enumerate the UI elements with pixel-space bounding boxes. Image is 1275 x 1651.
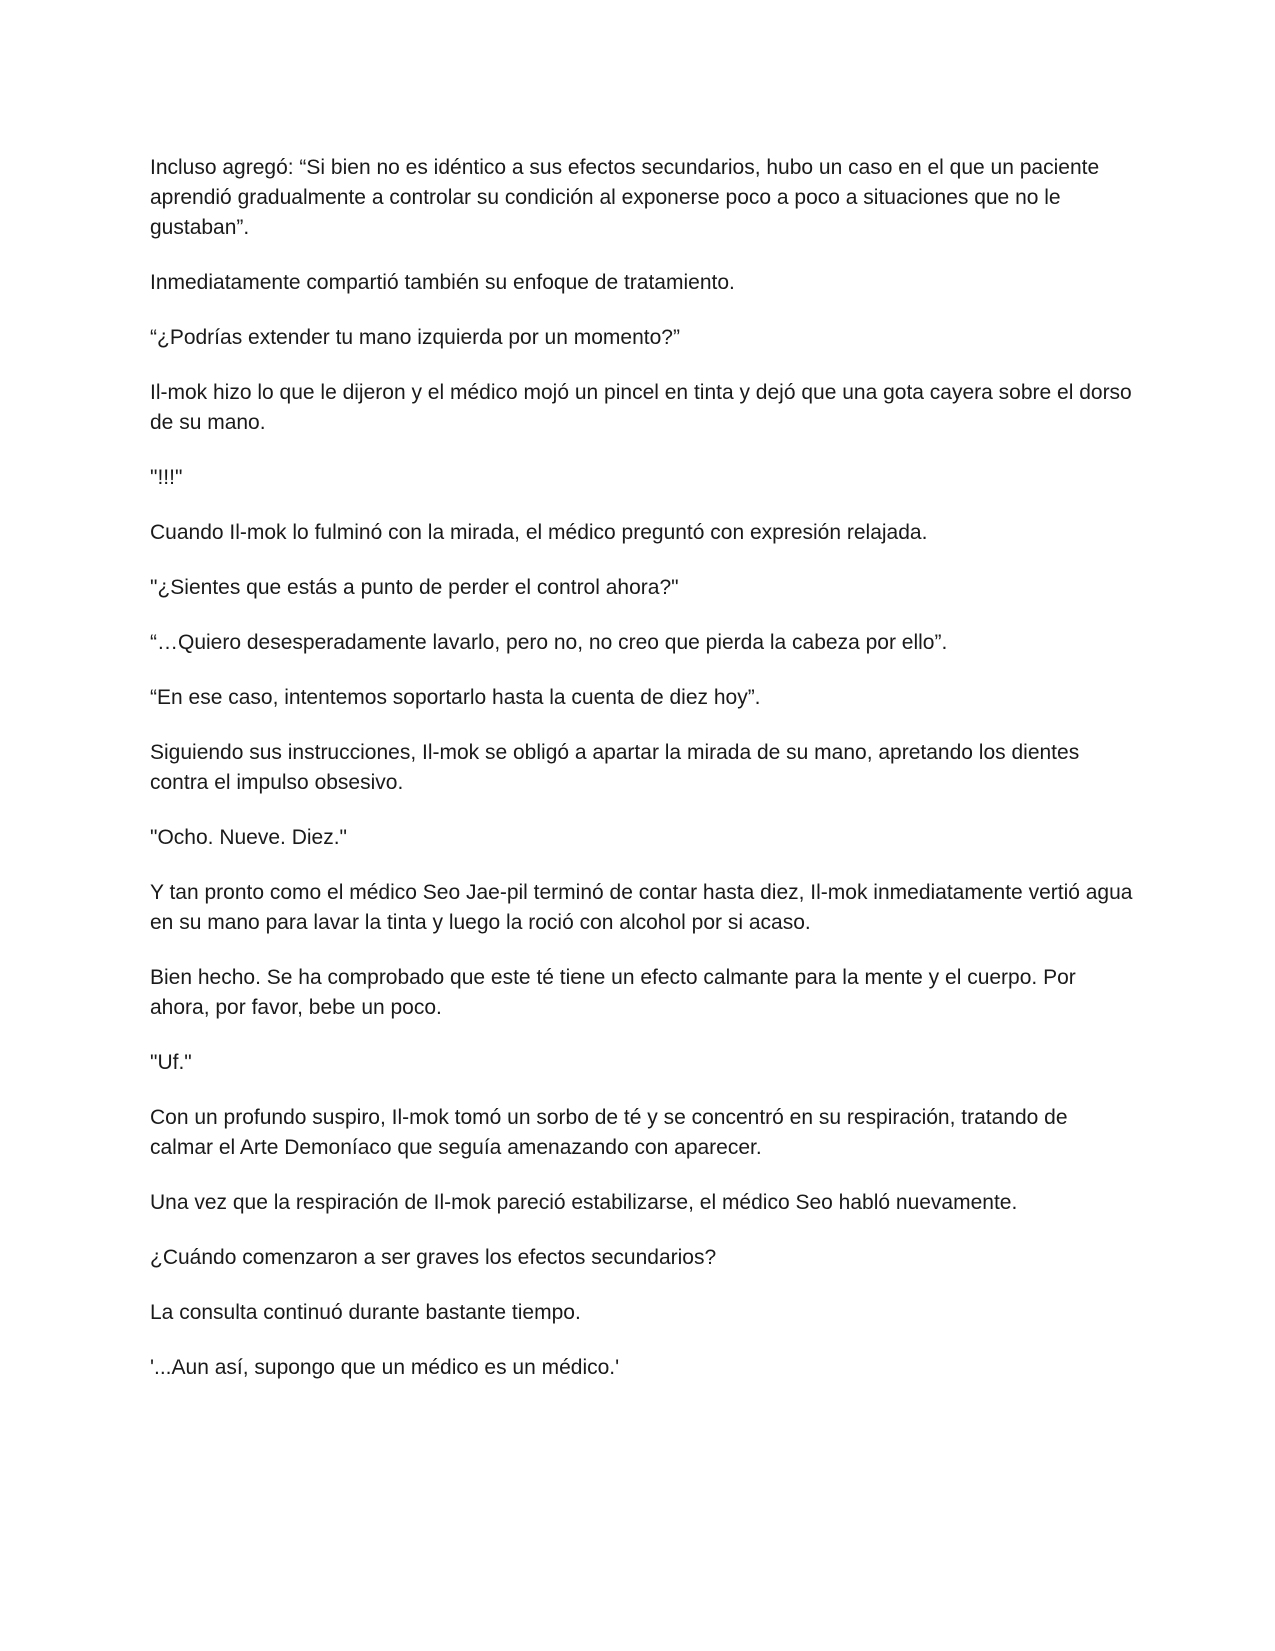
paragraph: “En ese caso, intentemos soportarlo hasta la cuenta de diez hoy”.: [150, 686, 761, 709]
paragraph: Siguiendo sus instrucciones, Il-mok se obligó a apartar la mirada de su mano, apretando los dientes contra el impulso obsesivo.: [150, 741, 1080, 794]
paragraph: La consulta continuó durante bastante tiempo.: [150, 1301, 581, 1324]
paragraph: "!!!": [150, 466, 183, 489]
paragraph: Una vez que la respiración de Il-mok pareció estabilizarse, el médico Seo habló nuevamente.: [150, 1191, 1018, 1214]
paragraph: “…Quiero desesperadamente lavarlo, pero no, no creo que pierda la cabeza por ello”.: [150, 631, 948, 654]
document-body: [150, 153, 1135, 1408]
paragraph: Il-mok hizo lo que le dijeron y el médico mojó un pincel en tinta y dejó que una gota cayera sobre el dorso de su mano.: [150, 381, 1132, 434]
paragraph: "Ocho. Nueve. Diez.": [150, 826, 347, 849]
paragraph: Y tan pronto como el médico Seo Jae-pil terminó de contar hasta diez, Il-mok inmediatamente vertió agua en su mano para lavar la tinta y luego la roció con alcohol por si acaso.: [150, 881, 1133, 934]
paragraph: “¿Podrías extender tu mano izquierda por un momento?”: [150, 326, 680, 349]
paragraph: Inmediatamente compartió también su enfoque de tratamiento.: [150, 271, 735, 294]
paragraph: "Uf.": [150, 1051, 192, 1074]
paragraph: Cuando Il-mok lo fulminó con la mirada, el médico preguntó con expresión relajada.: [150, 521, 928, 544]
paragraph: '...Aun así, supongo que un médico es un médico.': [150, 1356, 620, 1379]
paragraph: Bien hecho. Se ha comprobado que este té tiene un efecto calmante para la mente y el cuerpo. Por ahora, por favor, bebe un poco.: [150, 966, 1076, 1019]
paragraph: "¿Sientes que estás a punto de perder el control ahora?": [150, 576, 679, 599]
paragraph: Con un profundo suspiro, Il-mok tomó un sorbo de té y se concentró en su respiración, tratando de calmar el Arte Demoníaco que seguía amenazando con aparecer.: [150, 1106, 1068, 1159]
paragraph: Incluso agregó: “Si bien no es idéntico a sus efectos secundarios, hubo un caso en el que un paciente aprendió gradualmente a controlar su condición al exponerse poco a poco a situaciones que no le gustaban”.: [150, 156, 1100, 239]
paragraph: ¿Cuándo comenzaron a ser graves los efectos secundarios?: [150, 1246, 717, 1269]
